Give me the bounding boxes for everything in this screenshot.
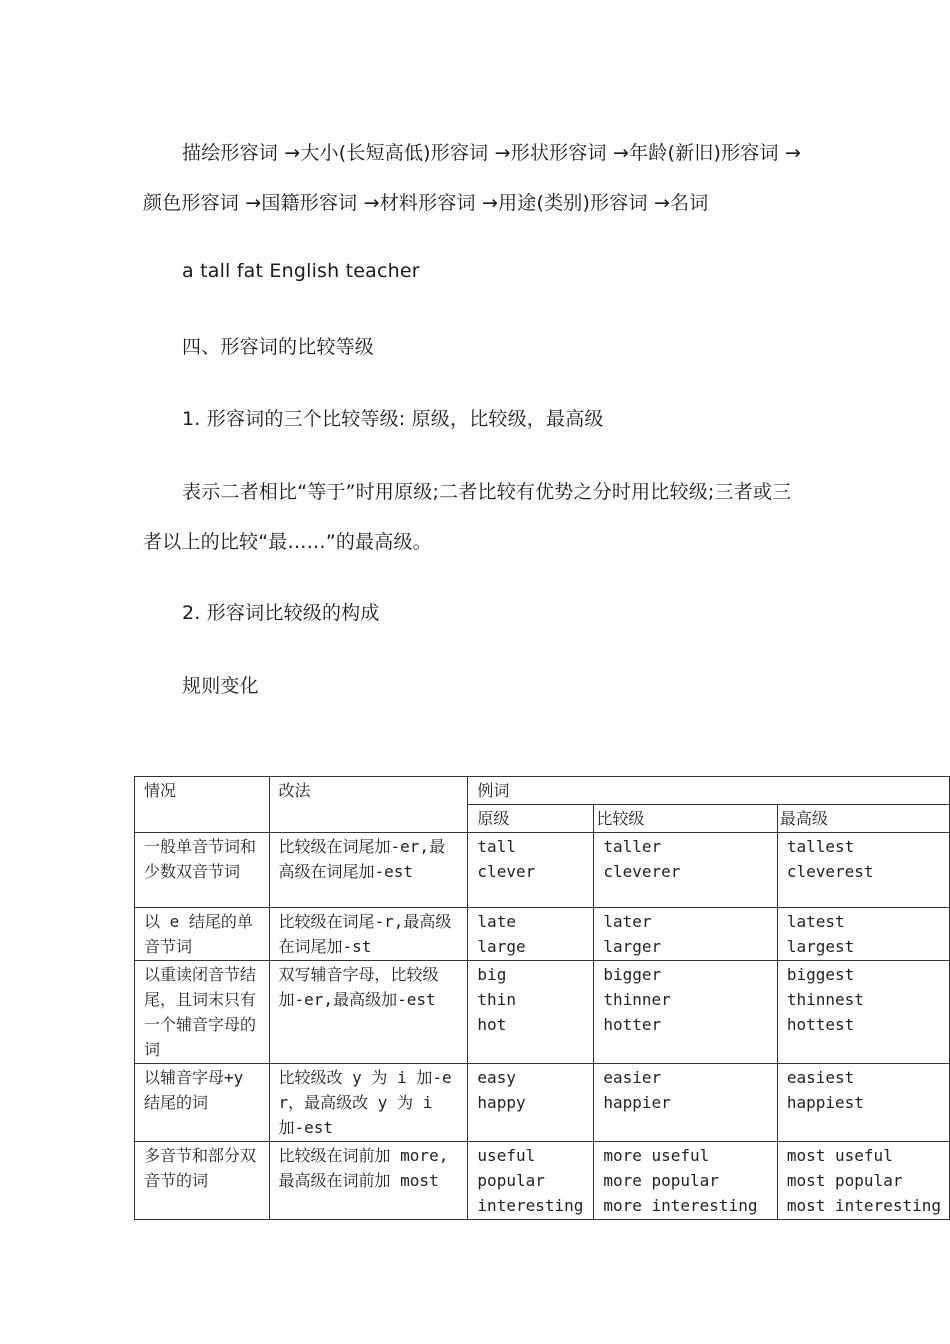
example-phrase: a tall fat English teacher	[182, 260, 420, 282]
positive-word: late	[477, 912, 516, 931]
comparative-cell	[594, 1142, 778, 1220]
comparative-word: more popular	[603, 1171, 719, 1190]
positive-word: interesting	[477, 1196, 584, 1215]
superlative-cell	[777, 1064, 949, 1142]
superlative-word: hottest	[786, 1015, 855, 1034]
situation-cell: 以重读闭音节结尾，且词末只有一个辅音字母的词	[135, 961, 270, 1064]
positive-cell	[468, 1142, 594, 1220]
method-cell: 比较级改 y 为 i 加-er，最高级改 y 为 i 加-est	[269, 1064, 468, 1142]
positive-cell	[468, 833, 594, 908]
superlative-word: happiest	[786, 1093, 864, 1112]
comparative-cell	[594, 833, 778, 908]
comparative-word: thinner	[603, 990, 671, 1009]
table-row	[135, 908, 950, 961]
header-examples: 例词	[468, 777, 950, 805]
superlative-cell	[777, 961, 949, 1064]
superlative-word: largest	[786, 937, 855, 956]
superlative-word: most interesting	[786, 1196, 941, 1215]
superlative-word: most popular	[786, 1171, 903, 1190]
superlative-word: easiest	[786, 1068, 855, 1087]
header-situation: 情况	[135, 777, 270, 833]
positive-word: big	[477, 965, 507, 984]
superlative-cell	[777, 1142, 949, 1220]
header-comparative: 比较级	[594, 805, 778, 833]
comparative-cell	[594, 908, 778, 961]
positive-cell	[468, 908, 594, 961]
method-cell: 双写辅音字母，比较级加-er,最高级加-est	[269, 961, 468, 1064]
comparative-cell	[594, 961, 778, 1064]
situation-cell: 多音节和部分双音节的词	[135, 1142, 270, 1220]
comparison-usage-line-1: 表示二者相比“等于”时用原级;二者比较有优势之分时用比较级;三者或三	[182, 481, 792, 503]
positive-word: tall	[477, 837, 516, 856]
comparative-cell	[594, 1064, 778, 1142]
superlative-word: thinnest	[786, 990, 864, 1009]
comparative-word: larger	[603, 937, 662, 956]
section-heading: 四、形容词的比较等级	[182, 336, 375, 358]
superlative-cell	[777, 908, 949, 961]
table-row	[135, 1142, 950, 1220]
method-cell: 比较级在词尾加-er,最高级在词尾加-est	[269, 833, 468, 908]
superlative-word: biggest	[786, 965, 855, 984]
header-positive: 原级	[468, 805, 594, 833]
comparative-word: taller	[603, 837, 662, 856]
positive-word: thin	[477, 990, 516, 1009]
table-row	[135, 961, 950, 1064]
table-row	[135, 833, 950, 908]
positive-cell	[468, 1064, 594, 1142]
method-cell: 比较级在词前加 more,最高级在词前加 most	[269, 1142, 468, 1220]
comparative-word: happier	[603, 1093, 671, 1112]
positive-word: clever	[477, 862, 536, 881]
positive-word: easy	[477, 1068, 516, 1087]
header-method: 改法	[269, 777, 468, 833]
table-row	[135, 1064, 950, 1142]
superlative-word: most useful	[786, 1146, 893, 1165]
situation-cell: 一般单音节词和少数双音节词	[135, 833, 270, 908]
superlative-word: cleverest	[786, 862, 874, 881]
comparative-word: more useful	[603, 1146, 710, 1165]
comparative-word: hotter	[603, 1015, 662, 1034]
header-superlative: 最高级	[777, 805, 949, 833]
situation-cell: 以辅音字母+y 结尾的词	[135, 1064, 270, 1142]
table-header-row	[135, 777, 950, 805]
comparative-word: later	[603, 912, 652, 931]
positive-cell	[468, 961, 594, 1064]
superlative-word: latest	[786, 912, 845, 931]
positive-word: useful	[477, 1146, 536, 1165]
positive-word: large	[477, 937, 526, 956]
superlative-word: tallest	[786, 837, 855, 856]
comparative-word: more interesting	[603, 1196, 758, 1215]
situation-cell: 以 e 结尾的单音节词	[135, 908, 270, 961]
positive-word: hot	[477, 1015, 507, 1034]
positive-word: happy	[477, 1093, 526, 1112]
comparison-usage-line-2: 者以上的比较“最……”的最高级。	[143, 531, 432, 553]
comparative-word: cleverer	[603, 862, 681, 881]
positive-word: popular	[477, 1171, 545, 1190]
regular-changes-heading: 规则变化	[182, 675, 259, 697]
comparison-rules-table	[134, 776, 950, 1220]
comparative-word: bigger	[603, 965, 662, 984]
superlative-cell	[777, 833, 949, 908]
point-1: 1. 形容词的三个比较等级: 原级，比较级，最高级	[182, 408, 604, 430]
method-cell: 比较级在词尾-r,最高级在词尾加-st	[269, 908, 468, 961]
adjective-order-line-2: 颜色形容词 →国籍形容词 →材料形容词 →用途(类别)形容词 →名词	[143, 192, 709, 214]
adjective-order-line-1: 描绘形容词 →大小(长短高低)形容词 →形状形容词 →年龄(新旧)形容词 →	[182, 142, 802, 164]
comparative-word: easier	[603, 1068, 662, 1087]
point-2: 2. 形容词比较级的构成	[182, 602, 380, 624]
